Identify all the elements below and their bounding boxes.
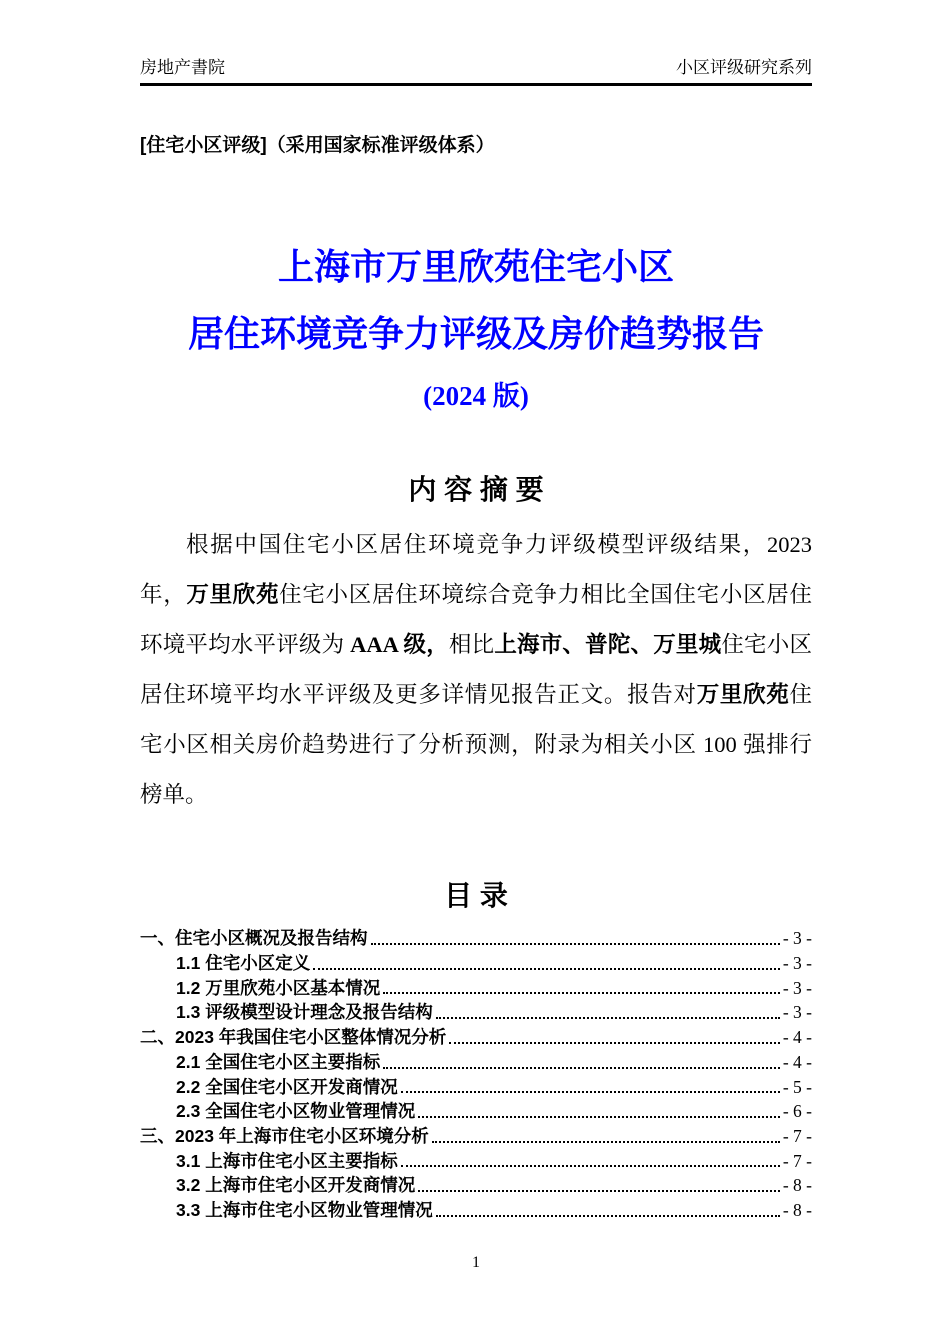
toc-entry[interactable] bbox=[140, 925, 812, 950]
toc-page-number: - 3 - bbox=[782, 1002, 812, 1023]
toc-page-number: - 8 - bbox=[782, 1175, 812, 1196]
toc-leader-dots bbox=[436, 1017, 780, 1019]
summary-segment: 住宅小区居住环境综合竞争力相比全国住宅小区居住环境平均水平评级为 bbox=[140, 582, 812, 658]
report-title-line2: 居住环境竞争力评级及房价趋势报告 bbox=[187, 314, 764, 355]
summary-segment-bold: AAA 级， bbox=[350, 632, 449, 658]
toc-entry[interactable] bbox=[140, 975, 812, 1000]
toc-leader-dots bbox=[449, 1042, 780, 1044]
summary-segment: 相比 bbox=[448, 632, 495, 658]
toc-page-number: - 4 - bbox=[782, 1027, 812, 1048]
toc-page-number: - 3 - bbox=[782, 977, 812, 998]
toc-page-number: - 3 - bbox=[782, 953, 812, 974]
toc-page-number: - 5 - bbox=[782, 1076, 812, 1097]
toc-entry[interactable] bbox=[140, 1172, 812, 1197]
toc-entry[interactable] bbox=[140, 1123, 812, 1148]
toc-leader-dots bbox=[401, 1165, 780, 1167]
toc-leader-dots bbox=[432, 1141, 780, 1143]
toc-entry-label: 3.2 上海市住宅小区开发商情况 bbox=[176, 1175, 416, 1196]
toc-heading: 目 录 bbox=[444, 880, 508, 912]
summary-paragraph bbox=[140, 520, 812, 820]
toc-entry[interactable] bbox=[140, 1024, 812, 1049]
toc-page-number: - 6 - bbox=[782, 1101, 812, 1122]
toc-entry-label: 2.1 全国住宅小区主要指标 bbox=[176, 1051, 381, 1072]
table-of-contents bbox=[140, 925, 812, 1221]
toc-entry[interactable] bbox=[140, 1074, 812, 1099]
toc-entry[interactable] bbox=[140, 1049, 812, 1074]
toc-leader-dots bbox=[313, 968, 780, 970]
report-title-block bbox=[140, 249, 812, 410]
summary-segment-bold: 万里欣苑 bbox=[696, 682, 790, 708]
summary-segment-bold: 万里欣苑 bbox=[186, 582, 280, 608]
toc-page-number: - 8 - bbox=[782, 1199, 812, 1220]
toc-entry[interactable] bbox=[140, 1197, 812, 1222]
header-right-text: 小区评级研究系列 bbox=[676, 58, 812, 77]
toc-entry-label: 一、住宅小区概况及报告结构 bbox=[140, 928, 368, 949]
toc-leader-dots bbox=[436, 1215, 780, 1217]
toc-entry-label: 三、2023 年上海市住宅小区环境分析 bbox=[140, 1125, 429, 1146]
page-number: 1 bbox=[472, 1253, 480, 1271]
toc-page-number: - 3 - bbox=[782, 928, 812, 949]
toc-entry-label: 1.3 评级模型设计理念及报告结构 bbox=[176, 1002, 433, 1023]
toc-entry[interactable] bbox=[140, 1098, 812, 1123]
toc-entry-label: 2.2 全国住宅小区开发商情况 bbox=[176, 1076, 398, 1097]
summary-segment-bold: 上海市、普陀、万里城 bbox=[494, 632, 722, 658]
toc-page-number: - 7 - bbox=[782, 1125, 812, 1146]
toc-entry-label: 1.2 万里欣苑小区基本情况 bbox=[176, 977, 381, 998]
toc-entry-label: 3.3 上海市住宅小区物业管理情况 bbox=[176, 1199, 433, 1220]
toc-entry[interactable] bbox=[140, 1148, 812, 1173]
header-left-text: 房地产書院 bbox=[140, 58, 225, 77]
toc-entry[interactable] bbox=[140, 950, 812, 975]
toc-leader-dots bbox=[383, 992, 780, 994]
document-header bbox=[140, 58, 812, 86]
toc-page-number: - 4 - bbox=[782, 1051, 812, 1072]
toc-leader-dots bbox=[383, 1067, 780, 1069]
classification-line: [住宅小区评级]（采用国家标准评级体系） bbox=[140, 135, 495, 157]
summary-segment: 住宅小区居住环境平均水平评级及更多详情见报告正文。报告对 bbox=[140, 632, 812, 708]
toc-leader-dots bbox=[418, 1190, 780, 1192]
toc-leader-dots bbox=[401, 1091, 780, 1093]
toc-entry[interactable] bbox=[140, 999, 812, 1024]
report-title-line1: 上海市万里欣苑住宅小区 bbox=[277, 247, 674, 288]
toc-leader-dots bbox=[418, 1116, 780, 1118]
toc-entry-label: 1.1 住宅小区定义 bbox=[176, 953, 311, 974]
report-edition: (2024 版) bbox=[423, 381, 529, 412]
summary-segment: 根据中国住宅小区居住环境竞争力评级模型评级结果，2023 年， bbox=[140, 532, 812, 608]
toc-entry-label: 3.1 上海市住宅小区主要指标 bbox=[176, 1150, 398, 1171]
toc-entry-label: 2.3 全国住宅小区物业管理情况 bbox=[176, 1101, 416, 1122]
toc-leader-dots bbox=[371, 943, 780, 945]
summary-heading: 内 容 摘 要 bbox=[408, 474, 544, 506]
toc-page-number: - 7 - bbox=[782, 1150, 812, 1171]
toc-entry-label: 二、2023 年我国住宅小区整体情况分析 bbox=[140, 1027, 447, 1048]
summary-segment: 住宅小区相关房价趋势进行了分析预测，附录为相关小区 100 强排行榜单。 bbox=[140, 682, 812, 808]
